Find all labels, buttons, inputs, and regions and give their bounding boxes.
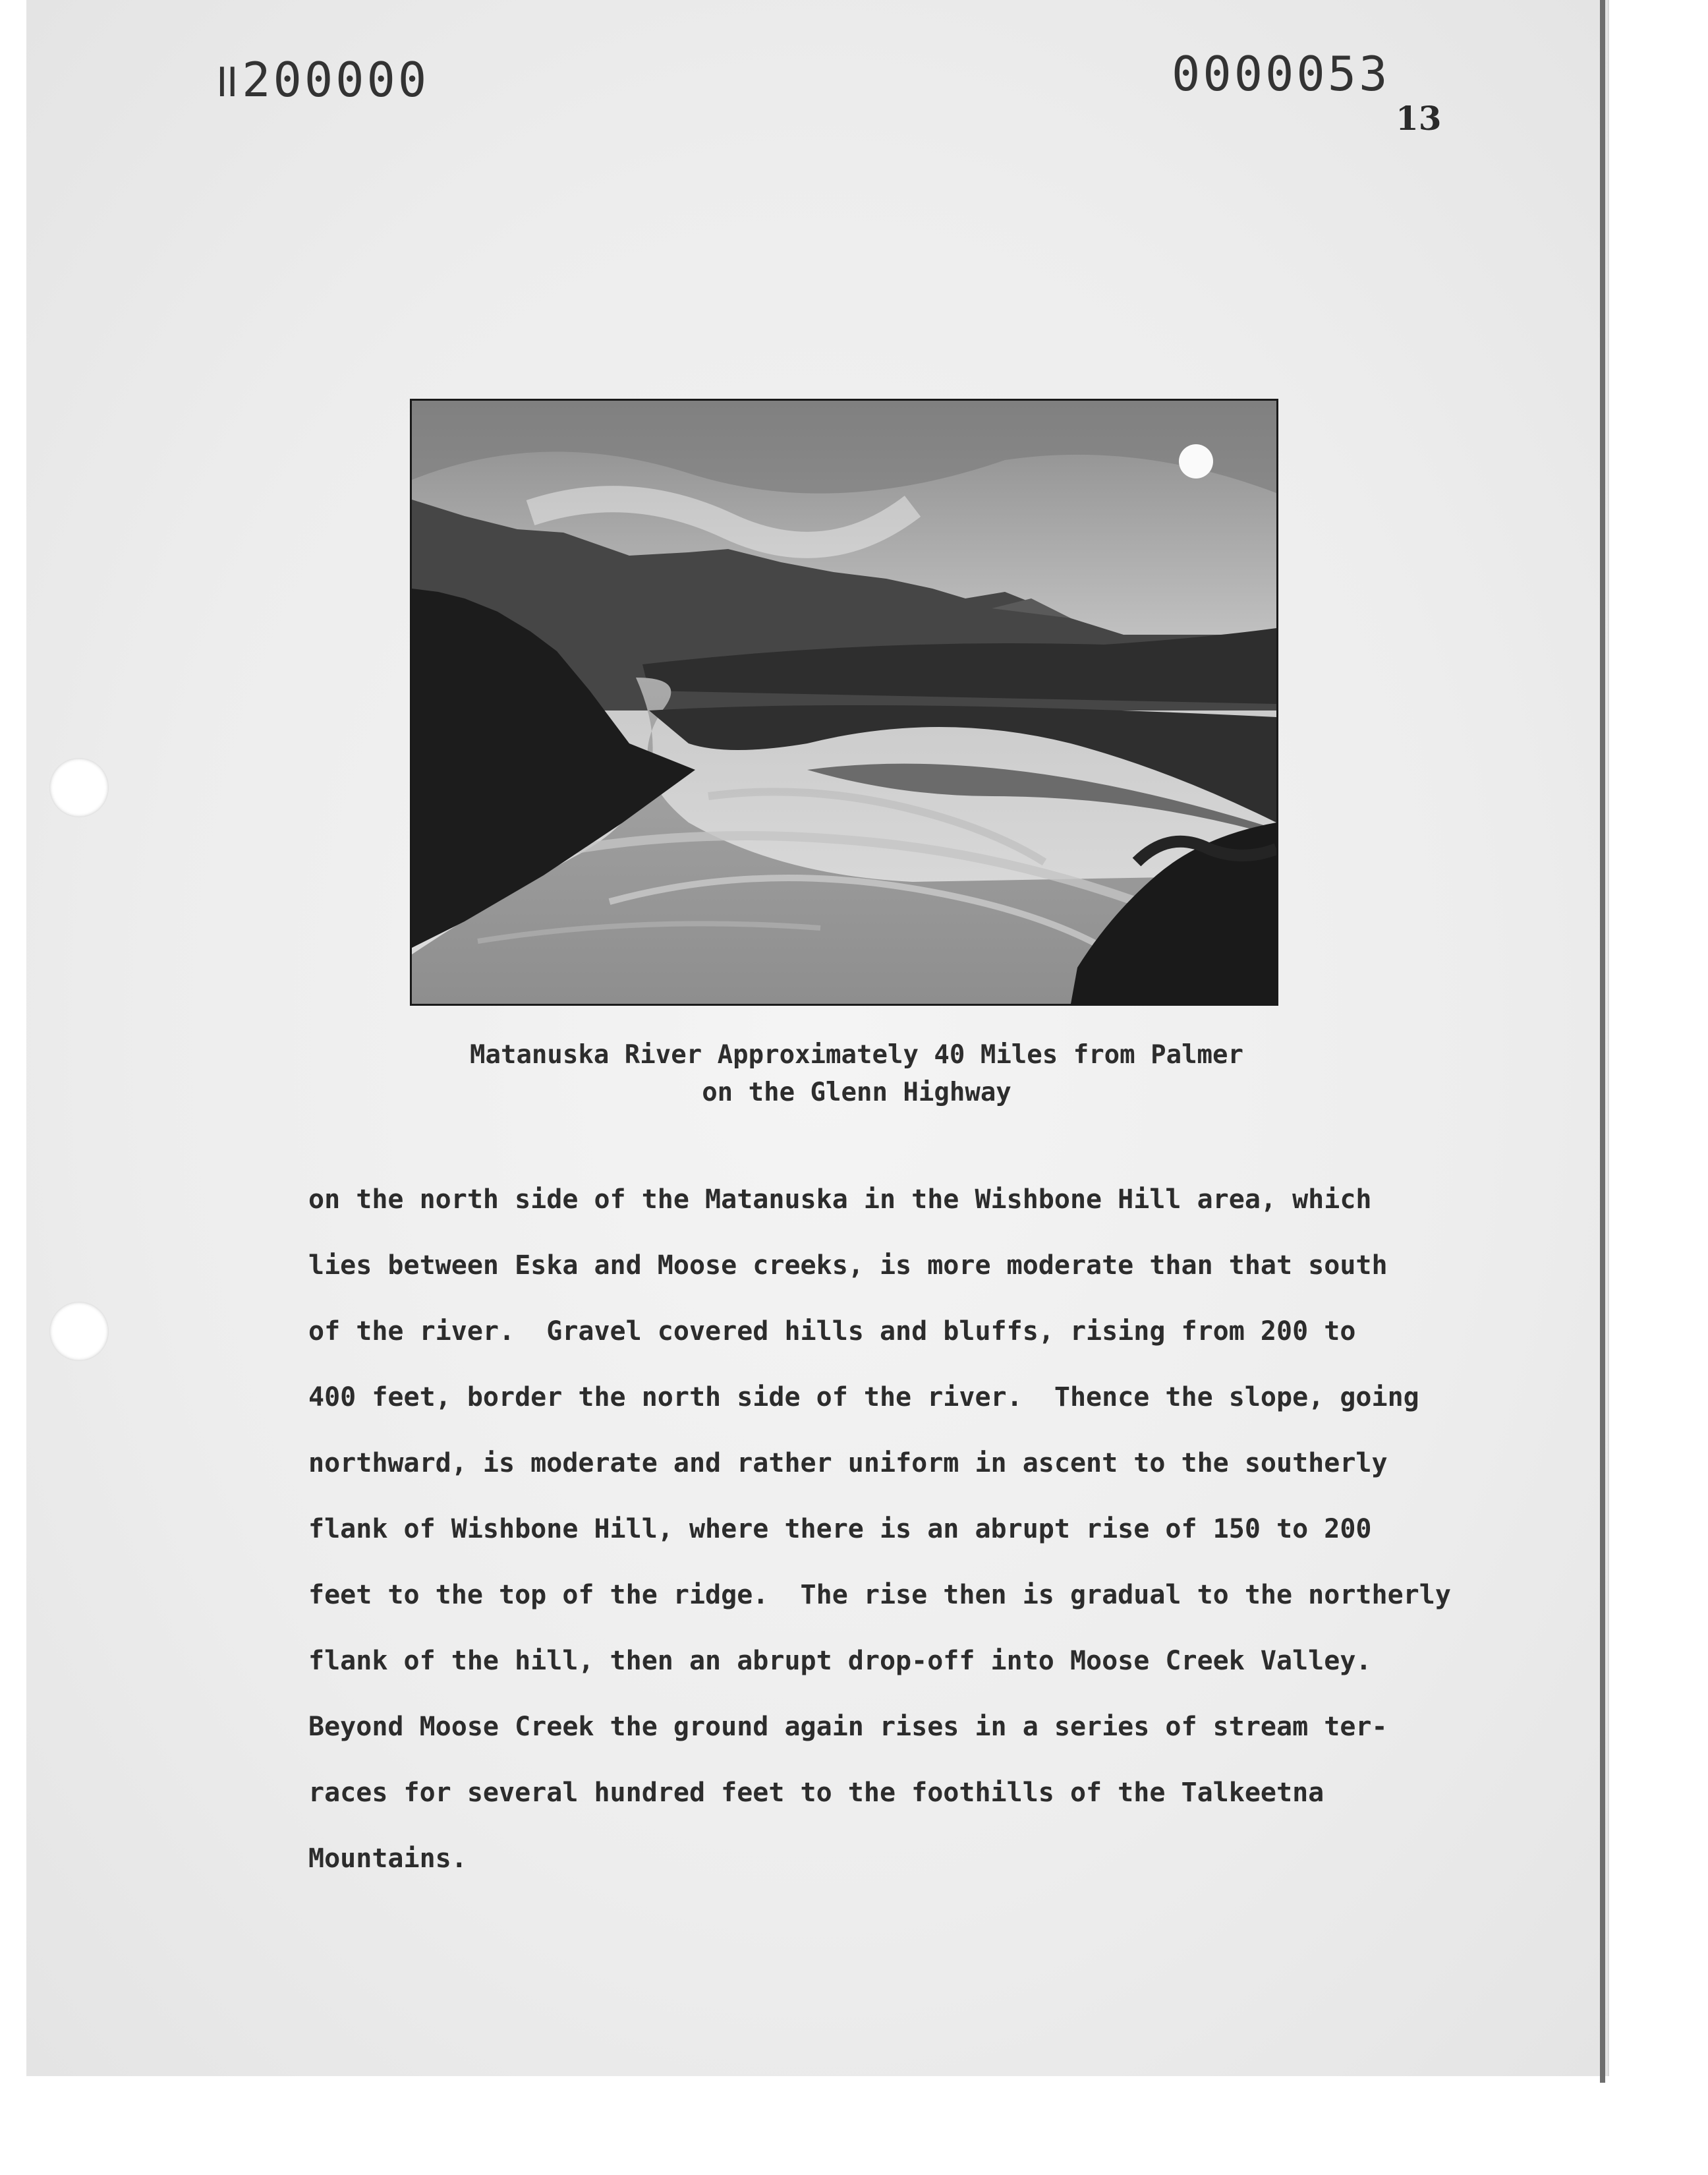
- body-line-8: flank of the hill, then an abrupt drop-off into Moose Creek Valley.: [308, 1646, 1372, 1676]
- page-number: 13: [1396, 99, 1442, 138]
- body-line-3: of the river. Gravel covered hills and bluffs, rising from 200 to: [308, 1316, 1356, 1347]
- page-edge-shadow: [1600, 0, 1605, 2083]
- caption-line-2: on the Glenn Highway: [702, 1078, 1011, 1107]
- punch-hole-bottom: [49, 1302, 109, 1361]
- body-line-10: races for several hundred feet to the foothills of the Talkeetna: [308, 1778, 1324, 1808]
- caption-line-1: Matanuska River Approximately 40 Miles from Palmer: [470, 1040, 1243, 1070]
- header-stamp-left: ॥200000: [211, 52, 430, 107]
- body-line-11: Mountains.: [308, 1843, 467, 1874]
- body-line-5: northward, is moderate and rather uniform in ascent to the southerly: [308, 1448, 1388, 1478]
- body-line-2: lies between Eska and Moose creeks, is more moderate than that south: [308, 1250, 1388, 1281]
- photo-caption: [277, 1036, 1437, 1111]
- river-valley-photograph: [410, 399, 1278, 1006]
- body-line-9: Beyond Moose Creek the ground again rises in a series of stream ter-: [308, 1712, 1388, 1742]
- body-line-6: flank of Wishbone Hill, where there is an abrupt rise of 150 to 200: [308, 1514, 1372, 1544]
- header-stamp-right: 0000053: [1172, 46, 1390, 102]
- body-paragraph: [308, 1167, 1593, 1892]
- punch-hole-top: [49, 758, 109, 817]
- body-line-7: feet to the top of the ridge. The rise then is gradual to the northerly: [308, 1580, 1451, 1610]
- body-line-1: on the north side of the Matanuska in the Wishbone Hill area, which: [308, 1184, 1372, 1215]
- photo-illustration: [412, 401, 1276, 1004]
- body-line-4: 400 feet, border the north side of the river. Thence the slope, going: [308, 1382, 1419, 1412]
